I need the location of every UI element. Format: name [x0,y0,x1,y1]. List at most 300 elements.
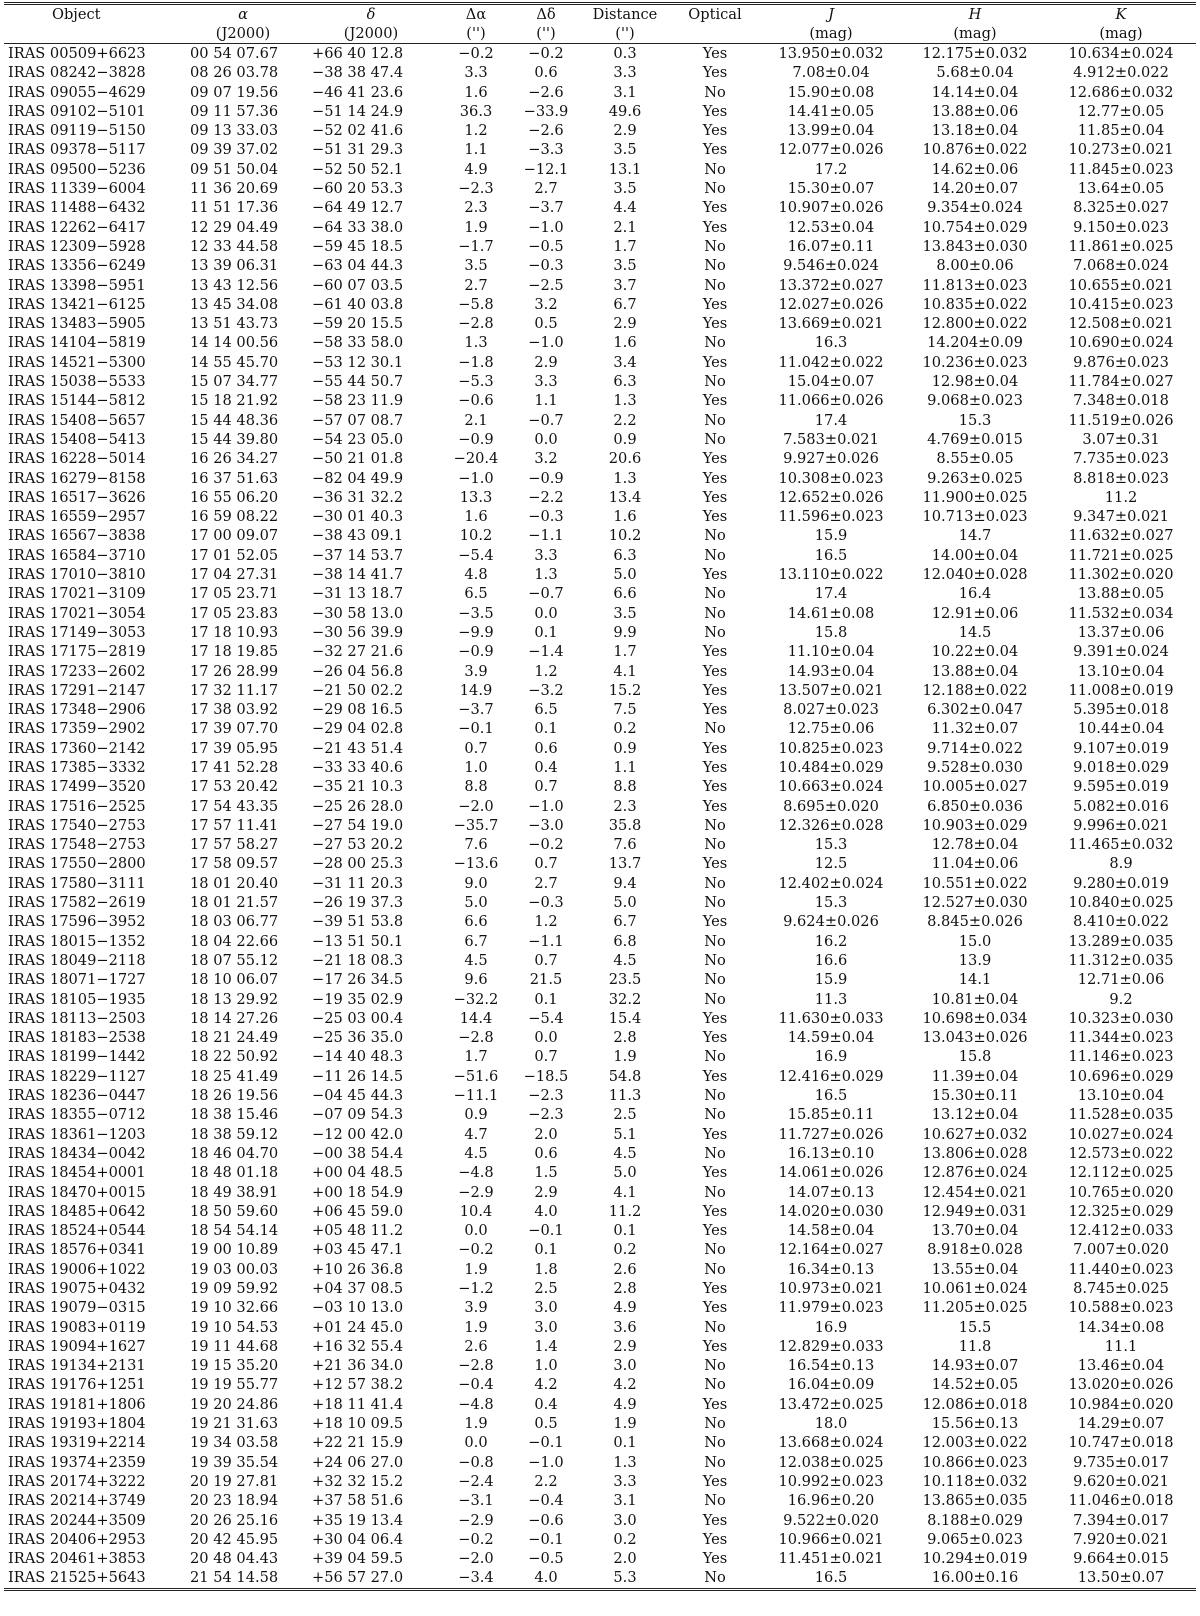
cell-j-mag: 11.451±0.021 [778,1550,884,1568]
cell-delta-ra: 3.9 [464,662,488,680]
cell-object: IRAS 18183−2538 [8,1029,146,1047]
cell-ra: 16 37 51.63 [190,469,279,487]
cell-object: IRAS 19374+2359 [8,1453,146,1471]
cell-dec: +10 26 36.8 [312,1260,404,1278]
cell-distance: 6.3 [613,546,637,564]
cell-h-mag: 9.065±0.023 [927,1530,1023,1548]
cell-dec: −25 36 35.0 [312,1029,404,1047]
cell-object: IRAS 16228−5014 [8,450,146,468]
cell-object: IRAS 16517−3626 [8,488,146,506]
cell-delta-dec: 1.2 [534,913,558,931]
cell-distance: 2.1 [613,218,637,236]
cell-delta-dec: 3.3 [534,373,558,391]
cell-j-mag: 13.669±0.021 [778,315,884,333]
cell-dec: +05 48 11.2 [312,1222,404,1240]
cell-k-mag: 7.007±0.020 [1073,1241,1169,1259]
cell-distance: 54.8 [608,1067,642,1085]
cell-j-mag: 12.652±0.026 [778,488,884,506]
table-row [4,854,1196,873]
cell-ra: 19 34 03.58 [190,1434,279,1452]
cell-optical: Yes [702,566,728,584]
cell-dec: −36 31 32.2 [312,488,404,506]
cell-distance: 3.7 [613,276,637,294]
cell-distance: 3.5 [613,180,637,198]
cell-delta-dec: −0.4 [528,1492,564,1510]
cell-delta-ra: 36.3 [459,102,493,120]
cell-j-mag: 17.4 [814,411,848,429]
cell-ra: 19 21 31.63 [190,1415,279,1433]
header-row-names [4,4,1196,25]
cell-delta-dec: −0.3 [528,508,564,526]
cell-ra: 18 07 55.12 [190,951,279,969]
table-row [4,565,1196,584]
cell-ra: 09 13 33.03 [190,122,279,140]
table-row [4,623,1196,642]
cell-object: IRAS 13421−6125 [8,295,146,313]
cell-distance: 4.5 [613,1144,637,1162]
cell-h-mag: 13.043±0.026 [922,1029,1028,1047]
cell-delta-ra: −0.4 [458,1376,494,1394]
cell-delta-ra: −2.4 [458,1472,494,1490]
cell-j-mag: 11.979±0.023 [778,1299,884,1317]
table-row [4,63,1196,82]
cell-optical: Yes [702,1511,728,1529]
cell-h-mag: 4.769±0.015 [927,430,1023,448]
table-row [4,1472,1196,1491]
cell-object: IRAS 12262−6417 [8,218,146,236]
table-row [4,816,1196,835]
cell-ra: 20 48 04.43 [190,1550,279,1568]
cell-delta-ra: −35.7 [453,816,499,834]
cell-k-mag: 9.107±0.019 [1073,739,1169,757]
cell-dec: −33 33 40.6 [312,758,404,776]
cell-optical: No [704,1183,726,1201]
cell-delta-dec: −1.0 [528,334,564,352]
table-row [4,1067,1196,1086]
table-row [4,1298,1196,1317]
cell-optical: Yes [702,45,728,62]
table-row [4,140,1196,159]
cell-dec: −32 27 21.6 [312,643,404,661]
cell-delta-dec: 4.2 [534,1376,558,1394]
cell-ra: 09 07 19.56 [190,83,279,101]
cell-ra: 18 46 04.70 [190,1144,279,1162]
cell-delta-ra: 6.5 [464,585,488,603]
cell-delta-ra: 3.5 [464,257,488,275]
cell-k-mag: 10.840±0.025 [1068,894,1174,912]
cell-delta-dec: 6.5 [534,701,558,719]
table-row [4,584,1196,603]
cell-optical: Yes [702,797,728,815]
cell-j-mag: 10.825±0.023 [778,739,884,757]
cell-dec: −03 10 13.0 [312,1299,404,1317]
cell-k-mag: 11.302±0.020 [1068,566,1174,584]
cell-object: IRAS 21525+5643 [4,1568,182,1589]
cell-k-mag: 11.861±0.025 [1068,237,1174,255]
cell-j-mag: 11.10±0.04 [787,643,875,661]
cell-k-mag: 11.312±0.035 [1068,951,1174,969]
cell-ra: 21 54 14.58 [182,1568,304,1589]
cell-optical: No [704,1453,726,1471]
cell-optical: No [704,83,726,101]
cell-h-mag: 13.9 [958,951,992,969]
cell-delta-ra: −0.1 [458,720,494,738]
cell-optical: Yes [702,1299,728,1317]
cell-optical: Yes [702,141,728,159]
cell-h-mag: 9.714±0.022 [927,739,1023,757]
cell-h-mag: 12.003±0.022 [922,1434,1028,1452]
cell-ra: 09 11 57.36 [190,102,279,120]
cell-distance: 2.3 [613,797,637,815]
cell-ra: 18 01 20.40 [190,874,279,892]
unit-j: (mag) [758,24,904,44]
cell-distance: 2.9 [613,315,637,333]
table-row [4,970,1196,989]
cell-object: IRAS 18361−1203 [8,1125,146,1143]
cell-dec: −14 40 48.3 [312,1048,404,1066]
cell-ra: 17 18 10.93 [190,623,279,641]
cell-dec: +37 58 51.6 [312,1492,404,1510]
cell-h-mag: 11.813±0.023 [922,276,1028,294]
table-row [4,681,1196,700]
header-h: H [904,4,1046,25]
cell-j-mag: 16.04±0.09 [787,1376,875,1394]
cell-distance: 2.6 [613,1260,637,1278]
cell-j-mag: 12.402±0.024 [778,874,884,892]
cell-ra: 18 03 06.77 [190,913,279,931]
cell-k-mag: 9.347±0.021 [1073,508,1169,526]
cell-j-mag: 16.13±0.10 [787,1144,875,1162]
cell-delta-dec: −3.7 [528,199,564,217]
cell-dec: −25 26 28.0 [312,797,404,815]
unit-optical [672,24,758,44]
cell-k-mag: 10.44±0.04 [1077,720,1165,738]
cell-delta-ra: −4.8 [458,1164,494,1182]
cell-j-mag: 9.546±0.024 [783,257,879,275]
table-row [4,179,1196,198]
cell-h-mag: 9.068±0.023 [927,392,1023,410]
cell-k-mag: 12.77±0.05 [1077,102,1165,120]
cell-dec: −38 43 09.1 [312,527,404,545]
cell-distance: 0.3 [613,45,637,62]
table-row [4,1433,1196,1452]
cell-object: IRAS 09500−5236 [8,160,146,178]
cell-distance: 5.1 [613,1125,637,1143]
cell-object: IRAS 17582−2619 [8,894,146,912]
cell-object: IRAS 17348−2906 [8,701,146,719]
cell-delta-dec: 1.5 [534,1164,558,1182]
table-row [4,333,1196,352]
table-row [4,1356,1196,1375]
cell-delta-ra: 10.4 [459,1202,493,1220]
cell-h-mag: 11.39±0.04 [931,1067,1019,1085]
cell-h-mag: 15.5 [958,1318,992,1336]
cell-k-mag: 10.984±0.020 [1068,1395,1174,1413]
cell-object: IRAS 12309−5928 [8,237,146,255]
cell-distance: 6.3 [613,373,637,391]
cell-distance: 1.3 [613,392,637,410]
cell-j-mag: 13.472±0.025 [778,1395,884,1413]
cell-dec: +56 57 27.0 [304,1568,438,1589]
cell-distance: 1.6 [613,508,637,526]
cell-j-mag: 8.695±0.020 [783,797,879,815]
cell-delta-dec: −1.0 [528,797,564,815]
cell-dec: −39 51 53.8 [312,913,404,931]
cell-ra: 18 48 01.18 [190,1164,279,1182]
cell-optical: No [704,546,726,564]
cell-optical: Yes [702,1550,728,1568]
cell-k-mag: 10.415±0.023 [1068,295,1174,313]
cell-optical: Yes [702,1530,728,1548]
cell-delta-dec: 3.2 [534,295,558,313]
table-row [4,160,1196,179]
cell-dec: +18 10 09.5 [312,1415,404,1433]
cell-h-mag: 12.876±0.024 [922,1164,1028,1182]
cell-distance: 1.9 [613,1048,637,1066]
table-row [4,198,1196,217]
cell-distance: 3.6 [613,1318,637,1336]
cell-delta-ra: −2.3 [458,180,494,198]
cell-h-mag: 10.236±0.023 [922,353,1028,371]
unit-ra: (J2000) [182,24,304,44]
cell-object: IRAS 11488−6432 [8,199,146,217]
cell-h-mag: 12.454±0.021 [922,1183,1028,1201]
cell-distance: 3.3 [613,64,637,82]
cell-h-mag: 14.14±0.04 [931,83,1019,101]
cell-delta-ra: 4.9 [464,160,488,178]
cell-delta-ra: 4.8 [464,566,488,584]
cell-j-mag: 12.027±0.026 [778,295,884,313]
cell-dec: −53 12 30.1 [312,353,404,371]
unit-dec: (J2000) [304,24,438,44]
cell-delta-dec: 1.1 [534,392,558,410]
cell-h-mag: 14.204±0.09 [927,334,1023,352]
table-row [4,218,1196,237]
cell-ra: 18 38 15.46 [190,1106,279,1124]
cell-delta-ra: −2.9 [458,1511,494,1529]
cell-object: IRAS 17385−3332 [8,758,146,776]
cell-object: IRAS 17359−2902 [8,720,146,738]
cell-h-mag: 10.754±0.029 [922,218,1028,236]
cell-dec: −29 04 02.8 [312,720,404,738]
cell-delta-dec: −0.3 [528,257,564,275]
cell-optical: No [704,894,726,912]
cell-j-mag: 12.077±0.026 [778,141,884,159]
cell-j-mag: 15.85±0.11 [787,1106,875,1124]
cell-ra: 19 39 35.54 [190,1453,279,1471]
cell-ra: 11 36 20.69 [190,180,279,198]
cell-optical: Yes [702,392,728,410]
unit-object [4,24,182,44]
cell-object: IRAS 17021−3054 [8,604,146,622]
cell-optical: No [704,257,726,275]
cell-k-mag: 7.920±0.021 [1073,1530,1169,1548]
cell-j-mag: 12.53±0.04 [787,218,875,236]
cell-delta-ra: −1.7 [458,237,494,255]
cell-dec: −54 23 05.0 [312,430,404,448]
cell-k-mag: 5.082±0.016 [1073,797,1169,815]
cell-k-mag: 8.818±0.023 [1073,469,1169,487]
cell-object: IRAS 18355−0712 [8,1106,146,1124]
cell-dec: −60 20 53.3 [312,180,404,198]
cell-dec: +04 37 08.5 [312,1280,404,1297]
cell-delta-ra: −11.1 [453,1087,499,1105]
cell-j-mag: 14.93±0.04 [787,662,875,680]
cell-delta-dec: −3.3 [528,141,564,159]
cell-optical: No [704,1434,726,1452]
cell-delta-ra: 4.7 [464,1125,488,1143]
cell-delta-ra: 4.5 [464,951,488,969]
cell-object: IRAS 19176+1251 [8,1376,146,1394]
cell-distance: 0.2 [613,720,637,738]
cell-dec: −61 40 03.8 [312,295,404,313]
cell-j-mag: 10.973±0.021 [778,1280,884,1297]
cell-delta-ra: 3.3 [464,64,488,82]
cell-distance: 4.5 [613,951,637,969]
cell-delta-ra: 14.4 [459,1009,493,1027]
table-row [4,1318,1196,1337]
cell-delta-dec: 0.0 [534,604,558,622]
cell-ra: 16 59 08.22 [190,508,279,526]
cell-k-mag: 8.745±0.025 [1073,1280,1169,1297]
cell-delta-dec: 4.0 [534,1202,558,1220]
cell-h-mag: 15.56±0.13 [931,1415,1019,1433]
table-row [4,1491,1196,1510]
cell-delta-dec: 2.9 [534,1183,558,1201]
header-ra: α [182,4,304,25]
cell-optical: No [704,334,726,352]
cell-delta-ra: −2.0 [458,1550,494,1568]
cell-dec: +01 24 45.0 [312,1318,404,1336]
header-object: Object [4,4,182,25]
cell-optical: No [704,623,726,641]
cell-distance: 0.1 [613,1434,637,1452]
cell-distance: 15.2 [608,681,642,699]
table-row [4,102,1196,121]
cell-delta-dec: −0.1 [528,1530,564,1548]
cell-optical: Yes [702,1164,728,1182]
table-row [4,835,1196,854]
cell-delta-dec: 0.1 [534,623,558,641]
cell-delta-ra: 1.6 [464,83,488,101]
cell-optical: Yes [702,450,728,468]
cell-delta-ra: 5.0 [464,894,488,912]
cell-delta-dec: 0.5 [534,1415,558,1433]
cell-object: IRAS 18105−1935 [8,990,146,1008]
cell-dec: −17 26 34.5 [312,971,404,989]
cell-k-mag: 13.46±0.04 [1077,1357,1165,1375]
cell-object: IRAS 17499−3520 [8,778,146,796]
cell-object: IRAS 17580−3111 [8,874,146,892]
cell-delta-ra: 13.3 [459,488,493,506]
cell-j-mag: 15.3 [814,836,848,854]
cell-delta-ra: −1.8 [458,353,494,371]
cell-object: IRAS 17516−2525 [8,797,146,815]
cell-delta-ra: −0.2 [458,45,494,62]
cell-ra: 17 38 03.92 [190,701,279,719]
cell-delta-ra: −1.2 [458,1280,494,1297]
cell-optical: Yes [702,1009,728,1027]
cell-delta-dec: −0.3 [528,894,564,912]
cell-distance: 2.9 [613,122,637,140]
cell-j-mag: 9.522±0.020 [783,1511,879,1529]
cell-h-mag: 12.188±0.022 [922,681,1028,699]
cell-k-mag: 13.289±0.035 [1068,932,1174,950]
table-row [4,411,1196,430]
cell-distance: 8.8 [613,778,637,796]
table-row [4,1568,1196,1589]
cell-k-mag: 10.273±0.021 [1068,141,1174,159]
cell-delta-ra: −2.9 [458,1183,494,1201]
cell-delta-ra: −1.0 [458,469,494,487]
cell-delta-dec: −2.2 [528,488,564,506]
cell-delta-dec: −0.2 [528,836,564,854]
cell-k-mag: 11.784±0.027 [1068,373,1174,391]
cell-dec: +12 57 38.2 [312,1376,404,1394]
cell-delta-dec: 1.0 [534,1357,558,1375]
cell-delta-ra: −2.8 [458,1029,494,1047]
cell-delta-dec: 2.7 [534,180,558,198]
cell-ra: 18 54 54.14 [190,1222,279,1240]
cell-j-mag: 16.34±0.13 [787,1260,875,1278]
cell-k-mag: 9.2 [1109,990,1133,1008]
cell-optical: No [704,1106,726,1124]
cell-object: IRAS 18485+0642 [8,1202,146,1220]
cell-h-mag: 15.3 [958,411,992,429]
cell-h-mag: 8.55±0.05 [936,450,1014,468]
table-row [4,1549,1196,1568]
cell-h-mag: 14.1 [958,971,992,989]
cell-ra: 18 26 19.56 [190,1087,279,1105]
cell-ra: 17 53 20.42 [190,778,279,796]
cell-ra: 20 23 18.94 [190,1492,279,1510]
cell-k-mag: 11.519±0.026 [1068,411,1174,429]
cell-distance: 2.5 [613,1106,637,1124]
cell-j-mag: 12.416±0.029 [778,1067,884,1085]
cell-distance: 2.2 [613,411,637,429]
table-row [4,430,1196,449]
cell-object: IRAS 20461+3853 [8,1550,146,1568]
cell-h-mag: 10.866±0.023 [922,1453,1028,1471]
cell-delta-ra: −2.0 [458,797,494,815]
cell-h-mag: 13.18±0.04 [931,122,1019,140]
cell-j-mag: 15.90±0.08 [787,83,875,101]
cell-ra: 19 19 55.77 [190,1376,279,1394]
cell-distance: 1.1 [613,758,637,776]
cell-optical: Yes [702,469,728,487]
cell-h-mag: 10.835±0.022 [922,295,1028,313]
cell-j-mag: 10.907±0.026 [778,199,884,217]
cell-delta-dec: 0.1 [534,720,558,738]
cell-optical: No [704,1318,726,1336]
cell-k-mag: 7.394±0.017 [1073,1511,1169,1529]
cell-object: IRAS 13356−6249 [8,257,146,275]
cell-delta-dec: 0.6 [534,1144,558,1162]
table-row [4,1221,1196,1240]
cell-optical: No [704,411,726,429]
cell-delta-dec: 0.7 [534,778,558,796]
cell-dec: −28 00 25.3 [312,855,404,873]
cell-delta-ra: −3.4 [438,1568,514,1589]
unit-delta-dec: ('') [514,24,578,44]
cell-dec: −38 14 41.7 [312,566,404,584]
cell-distance: 20.6 [608,450,642,468]
cell-delta-dec: −33.9 [523,102,569,120]
cell-delta-dec: −2.6 [528,83,564,101]
cell-k-mag: 11.046±0.018 [1068,1492,1174,1510]
cell-h-mag: 13.70±0.04 [931,1222,1019,1240]
cell-k-mag: 13.37±0.06 [1077,623,1165,641]
